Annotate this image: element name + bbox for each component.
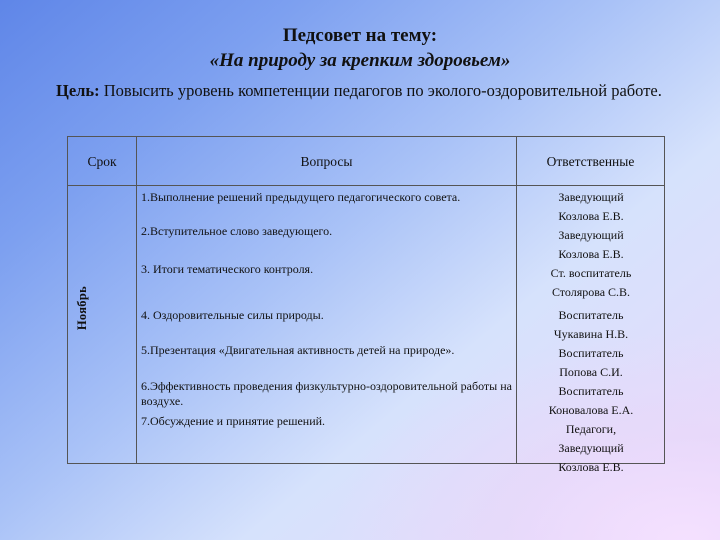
responsible-line: Чукавина Н.В. [553,327,629,341]
term-value: Ноябрь [75,286,89,331]
responsible-cell [517,186,665,474]
responsible-line: Попова С.И. [559,365,623,379]
responsible-line: Ст. воспитатель [550,266,632,280]
responsible-line: Воспитатель [558,384,624,398]
header-term: Срок [68,137,137,186]
goal-description: Повысить уровень компетенции педагогов по эколого-оздоровительной работе. [99,81,662,100]
responsible-line: Воспитатель [558,308,624,322]
responsible-line: Заведующий [558,190,624,204]
table-row [68,186,665,464]
goal-label: Цель: [56,81,100,100]
issue-item: 7.Обсуждение и принятие решений. [141,414,326,428]
slide-subtitle: «На природу за крепким здоровьем» [209,50,511,71]
goal-text [56,80,696,101]
slide-title: Педсовет на тему: [282,25,438,46]
issues-cell [137,186,517,464]
table-header-row [68,137,665,186]
issue-item: 1.Выполнение решений предыдущего педагогического совета. [141,190,461,204]
responsible-line: Козлова Е.В. [558,460,624,474]
issue-item: 6.Эффективность проведения физкультурно-оздоровительной работы на воздухе. [141,379,512,408]
responsible-line: Столярова С.В. [551,285,631,299]
issue-item: 2.Вступительное слово заведующего. [141,224,333,238]
responsible-line: Козлова Е.В. [558,209,624,223]
responsible-line: Заведующий [558,441,624,455]
header-issues: Вопросы [137,137,517,186]
term-cell [68,186,137,464]
issue-item: 3. Итоги тематического контроля. [141,262,314,276]
header-responsible: Ответственные [517,137,665,186]
responsible-line: Воспитатель [558,346,624,360]
responsible-line: Педагоги, [565,422,617,436]
issue-item: 4. Оздоровительные силы природы. [141,308,324,322]
responsible-line: Заведующий [558,228,624,242]
responsible-line: Козлова Е.В. [558,247,624,261]
agenda-table [67,136,665,474]
issue-item: 5.Презентация «Двигательная активность детей на природе». [141,343,455,357]
responsible-line: Коновалова Е.А. [548,403,634,417]
